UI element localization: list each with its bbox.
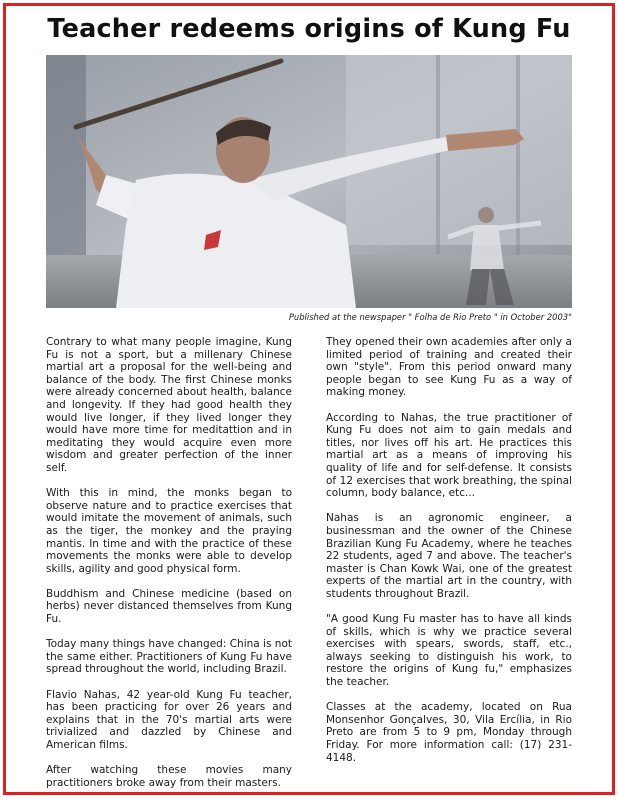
paragraph: Today many things have changed: China is not the same either. Practitioners of Kung Fu have spread throughout the world, including Brazil. [46, 638, 292, 676]
paragraph: They opened their own academies after only a limited period of training and created their own "style". From this period onward many people began to see Kung Fu as a way of making money. [326, 336, 572, 399]
paragraph: Buddhism and Chinese medicine (based on herbs) never distanced themselves from Kung Fu. [46, 587, 292, 626]
paragraph: Contrary to what many people imagine, Kung Fu is not a sport, but a millenary Chinese martial art a proposal for the well-being and balance of the body. The first Chinese monks were already concerned about health, balance and longevity. If they had good health they would live longer, if they lived longer they would have more time for meditattion and in meditating they would acquire even more wisdom and greater perfection of the inner self. [46, 336, 292, 474]
article-photo [46, 55, 572, 308]
paragraph: With this in mind, the monks began to observe nature and to practice exercises that would imitate the movement of animals, such as the tiger, the monkey and the praying mantis. In time and with the practice of these movements the monks were able to develop skills, agility and good physical form. [46, 487, 292, 575]
paragraph: According to Nahas, the true practitioner of Kung Fu does not aim to gain medals and titles, nor lives off his art. He practices this martial art as a means of improving his quality of life and for self-defense. It consists of 12 exercises that work breathing, the spinal column, body balance, etc... [326, 411, 572, 500]
headline: Teacher redeems origins of Kung Fu [47, 14, 571, 44]
paragraph: Classes at the academy, located on Rua Monsenhor Gonçalves, 30, Vila Ercília, in Rio Preto are from 5 to 9 pm, Monday through Friday. For more information call: (17) 231-4148. [326, 701, 572, 764]
photo-caption: Published at the newspaper " Folha de Rio Preto " in October 2003" [288, 312, 572, 322]
paragraph: After watching these movies many practitioners broke away from their masters. [46, 764, 292, 789]
left-column [46, 336, 292, 802]
paragraph: Flavio Nahas, 42 year-old Kung Fu teacher, has been practicing for over 26 years and explains that in the 70's martial arts were trivialized and dazzled by Chinese and American films. [46, 688, 292, 751]
paragraph: Nahas is an agronomic engineer, a businessman and the owner of the Chinese Brazilian Kung Fu Academy, where he teaches 22 students, aged 7 and above. The teacher's master is Chan Kowk Wai, one of the greatest experts of the martial art in the country, with students throughout Brazil. [326, 512, 572, 600]
paragraph: "A good Kung Fu master has to have all kinds of skills, which is why we practice several exercises with spears, swords, staff, etc., always seeking to distinguish his work, to restore the origins of Kung fu," emphasizes the teacher. [326, 613, 572, 689]
right-column [326, 336, 572, 777]
